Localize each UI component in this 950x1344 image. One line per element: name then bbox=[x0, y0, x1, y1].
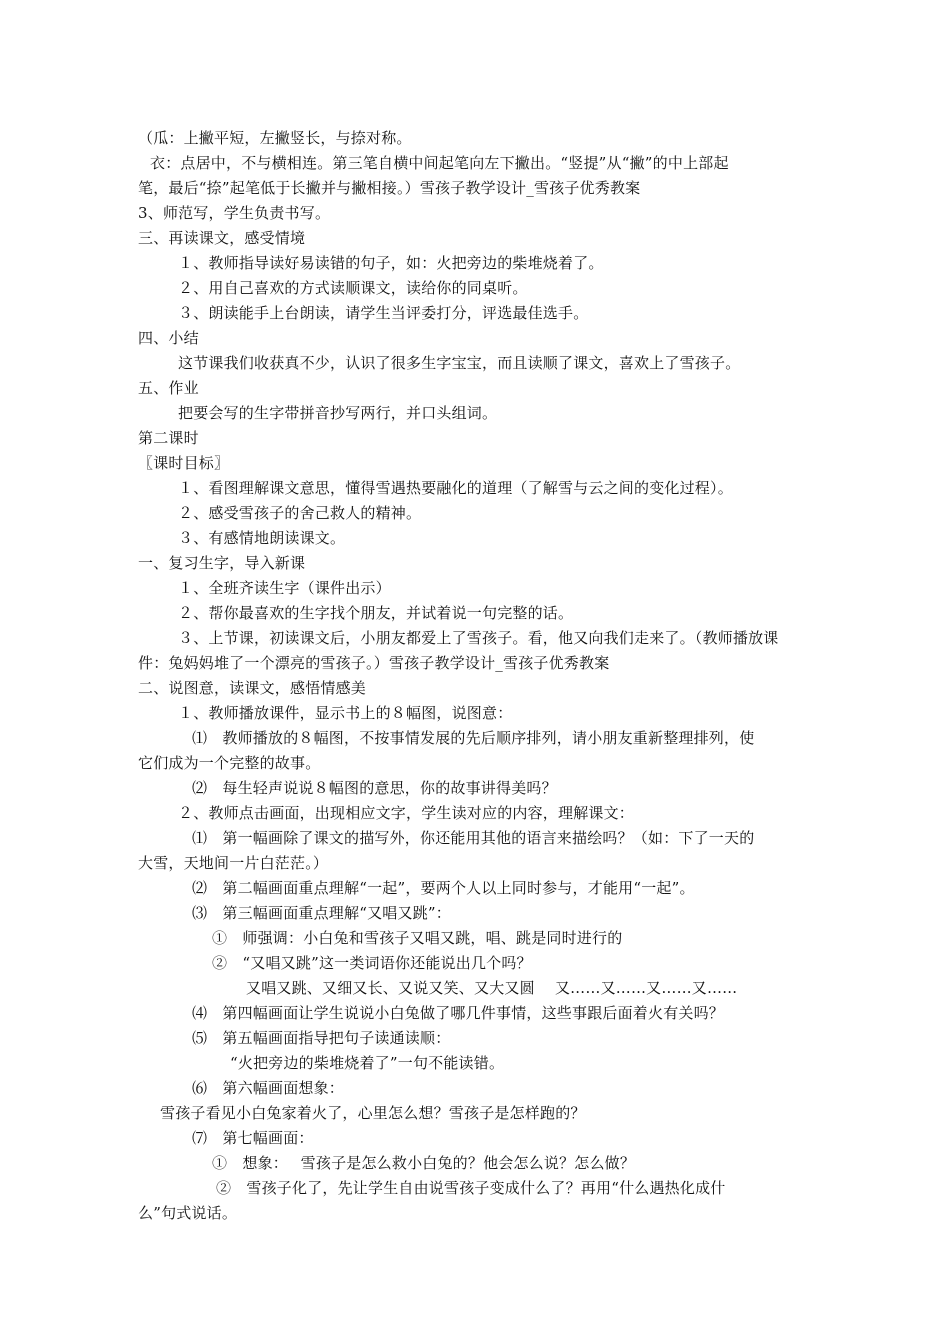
section-heading: 二、说图意，读课文，感悟情感美 bbox=[138, 679, 367, 697]
text-line: ２、感受雪孩子的舍己救人的精神。 bbox=[178, 504, 422, 522]
text-line: ② “又唱又跳”这一类词语你还能说出几个吗？ bbox=[212, 954, 532, 972]
section-heading: 五、作业 bbox=[138, 379, 199, 397]
text-line: ⑷ 第四幅画面让学生说说小白兔做了哪几件事情，这些事跟后面着火有关吗？ bbox=[192, 1004, 725, 1022]
text-line: ２、教师点击画面，出现相应文字，学生读对应的内容，理解课文： bbox=[178, 804, 635, 822]
text-line: ② 雪孩子化了，先让学生自由说雪孩子变成什么了？再用“什么遇热化成什 bbox=[216, 1179, 726, 1197]
text-line: ⑵ 第二幅画面重点理解“一起”，要两个人以上同时参与，才能用“一起”。 bbox=[192, 879, 695, 897]
text-line: ⑺ 第七幅画面： bbox=[192, 1129, 314, 1147]
text-line: ３、上节课，初读课文后，小朋友都爱上了雪孩子。看，他又向我们走来了。（教师播放课 bbox=[178, 629, 779, 647]
text-line: ⑶ 第三幅画面重点理解“又唱又跳”： bbox=[192, 904, 451, 922]
text-line: ２、用自己喜欢的方式读顺课文，读给你的同桌听。 bbox=[178, 279, 528, 297]
text-line: ① 想象： 雪孩子是怎么救小白兔的？他会怎么说？怎么做？ bbox=[212, 1154, 636, 1172]
section-heading: 三、再读课文，感受情境 bbox=[138, 229, 306, 247]
text-line: 它们成为一个完整的故事。 bbox=[138, 754, 321, 772]
text-line: （瓜：上撇平短，左撇竖长，与捺对称。 bbox=[138, 129, 412, 147]
text-line: 笔，最后“捺”起笔低于长撇并与撇相接。）雪孩子教学设计_雪孩子优秀教案 bbox=[138, 179, 641, 197]
objectives-heading: 〖课时目标〗 bbox=[138, 454, 230, 472]
text-line: 么”句式说话。 bbox=[138, 1204, 238, 1222]
text-line: ⑸ 第五幅画面指导把句子读通读顺： bbox=[192, 1029, 451, 1047]
text-line: “火把旁边的柴堆烧着了”一句不能读错。 bbox=[230, 1054, 505, 1072]
text-line: 3、师范写，学生负责书写。 bbox=[138, 204, 331, 222]
text-line: １、看图理解课文意思，懂得雪遇热要融化的道理（了解雪与云之间的变化过程）。 bbox=[178, 479, 733, 497]
text-line: 衣：点居中，不与横相连。第三笔自横中间起笔向左下撇出。“竖提”从“撇”的中上部起 bbox=[150, 154, 729, 172]
text-line: ３、有感情地朗读课文。 bbox=[178, 529, 346, 547]
text-line: １、教师指导读好易读错的句子，如：火把旁边的柴堆烧着了。 bbox=[178, 254, 604, 272]
section-heading: 一、复习生字，导入新课 bbox=[138, 554, 306, 572]
lesson-heading: 第二课时 bbox=[138, 429, 199, 447]
text-line: ① 师强调：小白兔和雪孩子又唱又跳，唱、跳是同时进行的 bbox=[212, 929, 623, 947]
text-line: 雪孩子看见小白兔家着火了，心里怎么想？雪孩子是怎样跑的？ bbox=[160, 1104, 586, 1122]
text-line: １、教师播放课件，显示书上的８幅图，说图意： bbox=[178, 704, 513, 722]
text-line: ⑴ 第一幅画除了课文的描写外，你还能用其他的语言来描绘吗？（如：下了一天的 bbox=[192, 829, 755, 847]
text-line: ３、朗读能手上台朗读，请学生当评委打分，评选最佳选手。 bbox=[178, 304, 589, 322]
text-line: 件：兔妈妈堆了一个漂亮的雪孩子。）雪孩子教学设计_雪孩子优秀教案 bbox=[138, 654, 610, 672]
text-line: ⑵ 每生轻声说说８幅图的意思，你的故事讲得美吗？ bbox=[192, 779, 557, 797]
text-line: 大雪，天地间一片白茫茫。） bbox=[138, 854, 329, 872]
text-line: ２、帮你最喜欢的生字找个朋友，并试着说一句完整的话。 bbox=[178, 604, 574, 622]
text-line: １、全班齐读生字（课件出示） bbox=[178, 579, 391, 597]
text-line: ⑹ 第六幅画面想象： bbox=[192, 1079, 345, 1097]
text-line: 把要会写的生字带拼音抄写两行，并口头组词。 bbox=[178, 404, 498, 422]
section-heading: 四、小结 bbox=[138, 329, 199, 347]
text-line: 这节课我们收获真不少，认识了很多生字宝宝，而且读顺了课文，喜欢上了雪孩子。 bbox=[178, 354, 741, 372]
text-line: 又唱又跳、又细又长、又说又笑、又大又圆 又……又……又……又…… bbox=[246, 979, 738, 997]
text-line: ⑴ 教师播放的８幅图，不按事情发展的先后顺序排列，请小朋友重新整理排列，使 bbox=[192, 729, 755, 747]
